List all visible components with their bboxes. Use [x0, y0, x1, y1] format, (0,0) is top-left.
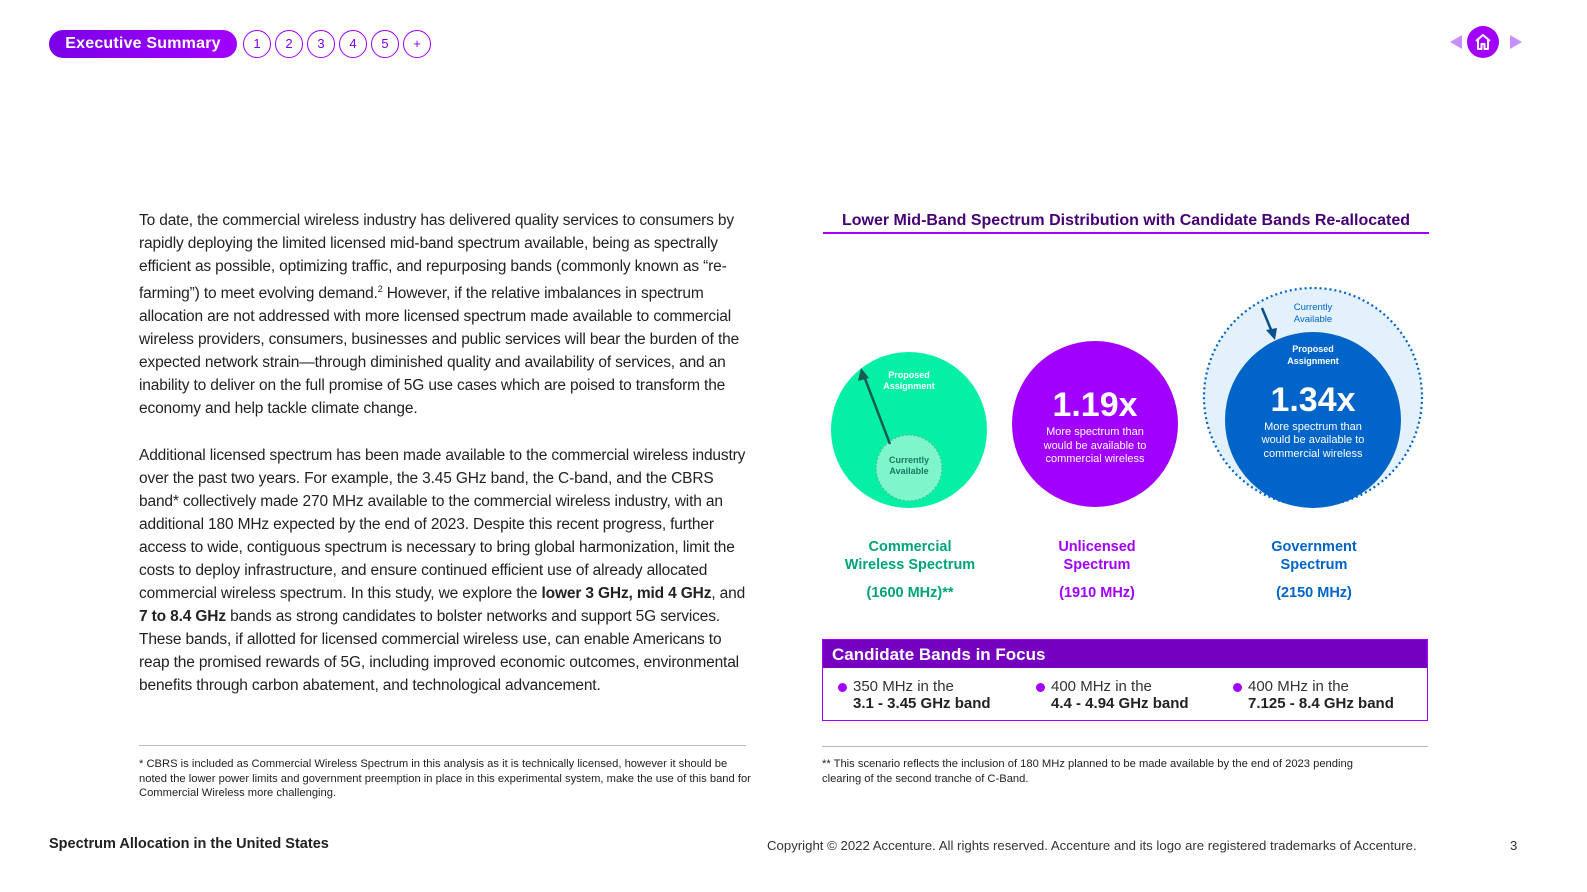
unlicensed-label-line-2: Spectrum: [1063, 557, 1131, 573]
unlicensed-caption-1: More spectrum than: [1046, 426, 1144, 438]
footnote-right: ** This scenario reflects the inclusion of 180 MHz planned to be made available by the end of 2023 pending clearing of the second tranche of C-Band.: [822, 758, 1353, 785]
paragraph-2-bold-1: lower 3 GHz, mid 4 GHz: [541, 585, 712, 602]
page-link-1[interactable]: 1: [243, 30, 271, 58]
unlicensed-label-line-1: Unlicensed: [1058, 539, 1136, 555]
paragraph-2-text-3: bands as strong candidates to bolster networks and support 5G services. These bands, if allotted for licensed commercial wireless use, can enable Americans to reap the promised rewards of 5G, including improved economic outcomes, environmental benefits through carbon abatement, and technological advancement.: [139, 608, 739, 694]
home-icon: [1467, 26, 1499, 58]
home-button[interactable]: [1467, 26, 1499, 58]
unlicensed-caption-2: would be available to: [1043, 440, 1147, 452]
government-label: [1214, 538, 1414, 602]
footnote-ref[interactable]: 2: [377, 284, 383, 294]
commercial-mhz: (1600 MHz)**: [866, 585, 954, 601]
government-multiplier: 1.34x: [1270, 381, 1356, 419]
unlicensed-caption-3: commercial wireless: [1045, 453, 1145, 465]
candidate-bands-heading: Candidate Bands in Focus: [823, 640, 1427, 668]
unlicensed-label: [997, 538, 1197, 602]
commercial-label-line-2: Wireless Spectrum: [844, 557, 976, 573]
bullet-icon: [1233, 683, 1242, 692]
unlicensed-mhz: (1910 MHz): [1059, 585, 1135, 601]
bubble-chart: [820, 280, 1440, 520]
government-current-label-1: Currently: [1293, 302, 1333, 313]
candidate-band-item: [1248, 678, 1394, 712]
footer-copyright: Copyright © 2022 Accenture. All rights reserved. Accenture and its logo are registered trademarks of Accenture.: [767, 838, 1417, 853]
page-number: 3: [1510, 838, 1518, 853]
candidate-band-amount: 400 MHz in the: [1248, 678, 1349, 695]
candidate-band-amount: 350 MHz in the: [853, 678, 954, 695]
triangle-right-icon[interactable]: [1510, 35, 1522, 49]
paragraph-1: [139, 209, 751, 420]
commercial-label: [810, 538, 1010, 602]
paragraph-1-text: To date, the commercial wireless industry has delivered quality services to consumers by rapidly deploying the limited licensed mid-band spectrum available, being as spectrally efficient as possible, optimizing traffic, and repurposing bands (commonly known as “re-farming”) to meet evolving demand.: [139, 212, 735, 303]
government-caption-1: More spectrum than: [1264, 421, 1362, 433]
footnote-divider-left: [139, 745, 746, 746]
government-current-label-2: Available: [1293, 314, 1333, 325]
section-tab-executive-summary[interactable]: Executive Summary: [49, 30, 237, 58]
page-link-5[interactable]: 5: [371, 30, 399, 58]
paragraph-2-text-2: , and: [711, 585, 746, 602]
footnote-divider-right: [822, 746, 1428, 747]
government-caption-2: would be available to: [1261, 434, 1365, 446]
government-proposed-label-1: Proposed: [1292, 344, 1334, 354]
candidate-band-range: 3.1 - 3.45 GHz band: [853, 695, 991, 712]
commercial-label-line-1: Commercial: [868, 539, 952, 555]
page-link-3[interactable]: 3: [307, 30, 335, 58]
candidate-bands-box: [822, 639, 1428, 721]
chart-title: Lower Mid-Band Spectrum Distribution with Candidate Bands Re-allocated: [823, 212, 1429, 234]
bullet-icon: [1036, 683, 1045, 692]
candidate-band-amount: 400 MHz in the: [1051, 678, 1152, 695]
candidate-band-range: 7.125 - 8.4 GHz band: [1248, 695, 1394, 712]
paragraph-2-bold-2: 7 to 8.4 GHz: [139, 608, 226, 625]
government-label-line-2: Spectrum: [1280, 557, 1348, 573]
candidate-band-item: [1051, 678, 1189, 712]
bullet-icon: [838, 683, 847, 692]
page-link-4[interactable]: 4: [339, 30, 367, 58]
unlicensed-multiplier: 1.19x: [1052, 386, 1138, 424]
government-caption-3: commercial wireless: [1263, 448, 1363, 460]
paragraph-2-text: Additional licensed spectrum has been made available to the commercial wireless industry over the past two years. For example, the 3.45 GHz band, the C-band, and the CBRS band* collectively made 270 MHz available to the commercial wireless industry, with an additional 180 MHz expected by the end of 2023. Despite this recent progress, further access to wide, contiguous spectrum is necessary to bring global harmonization, limit the costs to deploy infrastructure, and ensure continued efficient use of already allocated commercial wireless spectrum. In this study, we explore the: [139, 447, 746, 602]
page-link-2[interactable]: 2: [275, 30, 303, 58]
page-link-more[interactable]: +: [403, 30, 431, 58]
commercial-current-label-1: Currently: [888, 455, 930, 465]
commercial-current-label-2: Available: [889, 466, 929, 476]
unlicensed-circle: [1012, 341, 1178, 507]
government-label-line-1: Government: [1271, 539, 1357, 555]
commercial-proposed-label-2: Assignment: [883, 381, 935, 391]
paragraph-1-rest: However, if the relative imbalances in spectrum allocation are not addressed with more licensed spectrum made available to commercial wireless providers, consumers, businesses and public services will bear the burden of the expected network strain—through diminished quality and availability of services, and an inability to deliver on the full promise of 5G use cases which are poised to transform the economy and help tackle climate change.: [139, 285, 740, 418]
footer-title: Spectrum Allocation in the United States: [49, 836, 329, 852]
paragraph-2: [139, 444, 751, 697]
triangle-left-icon[interactable]: [1450, 35, 1462, 49]
footnote-left: * CBRS is included as Commercial Wireless Spectrum in this analysis as it is technically licensed, however it should be noted the lower power limits and government preemption in place in this experimental system, make the use of this band for Commercial Wireless more challenging.: [139, 758, 751, 799]
commercial-proposed-label-1: Proposed: [888, 370, 930, 380]
candidate-band-range: 4.4 - 4.94 GHz band: [1051, 695, 1189, 712]
government-mhz: (2150 MHz): [1276, 585, 1352, 601]
government-proposed-label-2: Assignment: [1287, 356, 1339, 366]
candidate-band-item: [853, 678, 991, 712]
